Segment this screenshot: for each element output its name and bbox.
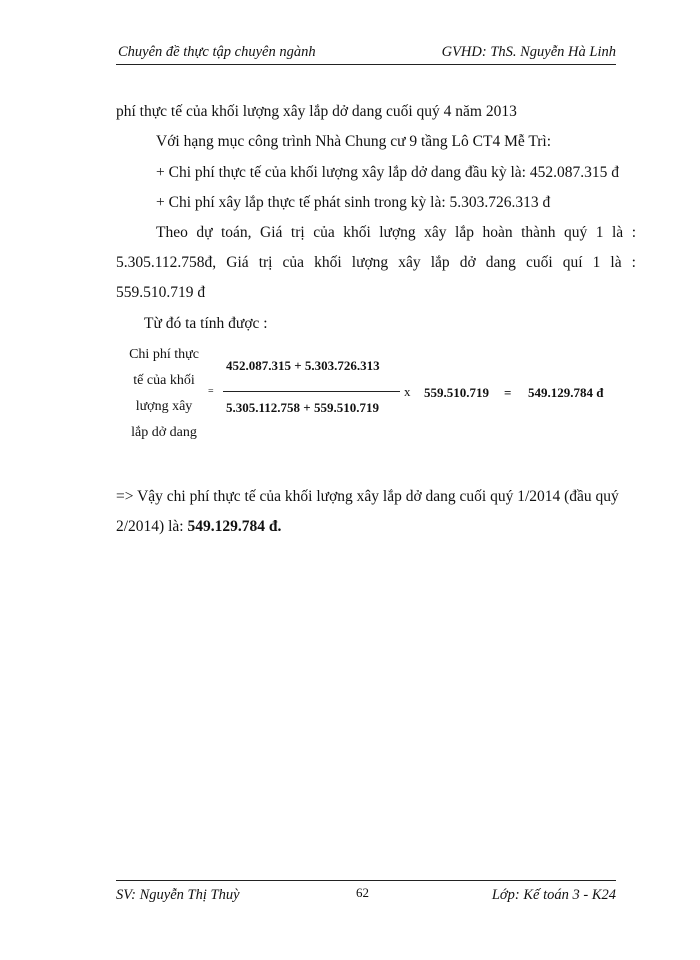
formula-multiplier: 559.510.719 <box>424 385 489 400</box>
formula-label-line-2: tế của khối <box>133 373 195 388</box>
formula-result: 549.129.784 đ <box>528 385 604 400</box>
body-line-7: 559.510.719 đ <box>116 284 206 301</box>
formula-label-line-3: lượng xây <box>135 399 193 414</box>
page-footer <box>116 880 616 903</box>
footer-class: Lớp: Kế toán 3 - K24 <box>491 887 616 903</box>
formula-result-equals: = <box>504 385 512 400</box>
page-header <box>116 44 616 65</box>
formula-denominator: 5.305.112.758 + 559.510.719 <box>226 400 379 415</box>
conclusion-line-2 <box>116 517 281 537</box>
conclusion-prefix: 2/2014) là: <box>116 518 188 535</box>
body-line-1: phí thực tế của khối lượng xây lắp dở dang cuối quý 4 năm 2013 <box>116 103 517 120</box>
footer-student: SV: Nguyễn Thị Thuỳ <box>116 887 240 903</box>
body-line-2: Với hạng mục công trình Nhà Chung cư 9 tầng Lô CT4 Mễ Trì: <box>156 133 552 150</box>
header-right-supervisor: GVHD: ThS. Nguyễn Hà Linh <box>441 44 616 60</box>
page-number: 62 <box>356 885 369 900</box>
fraction-bar <box>223 391 400 392</box>
formula-label-line-4: lắp dở dang <box>131 425 197 440</box>
body-line-3: + Chi phí thực tế của khối lượng xây lắp dở dang đầu kỳ là: 452.087.315 đ <box>156 164 619 181</box>
formula-equals-sign: = <box>208 386 214 397</box>
body-line-6: 5.305.112.758đ, Giá trị của khối lượng xây lắp dở dang cuối quí 1 là : <box>116 254 636 271</box>
formula-label <box>116 342 212 446</box>
formula-label-line-1: Chi phí thực <box>129 347 199 362</box>
conclusion-line-1: => Vậy chi phí thực tế của khối lượng xây lắp dở dang cuối quý 1/2014 (đầu quý <box>116 488 619 505</box>
header-left-title: Chuyên đề thực tập chuyên ngành <box>118 44 316 60</box>
body-line-8: Từ đó ta tính được : <box>144 315 268 332</box>
cost-formula <box>116 340 636 450</box>
body-line-4: + Chi phí xây lắp thực tế phát sinh trong kỳ là: 5.303.726.313 đ <box>156 194 551 211</box>
body-line-5: Theo dự toán, Giá trị của khối lượng xây lắp hoàn thành quý 1 là : <box>156 224 636 241</box>
formula-multiply-sign: x <box>404 384 411 399</box>
conclusion-amount: 549.129.784 đ. <box>187 518 282 535</box>
formula-numerator: 452.087.315 + 5.303.726.313 <box>226 358 380 373</box>
